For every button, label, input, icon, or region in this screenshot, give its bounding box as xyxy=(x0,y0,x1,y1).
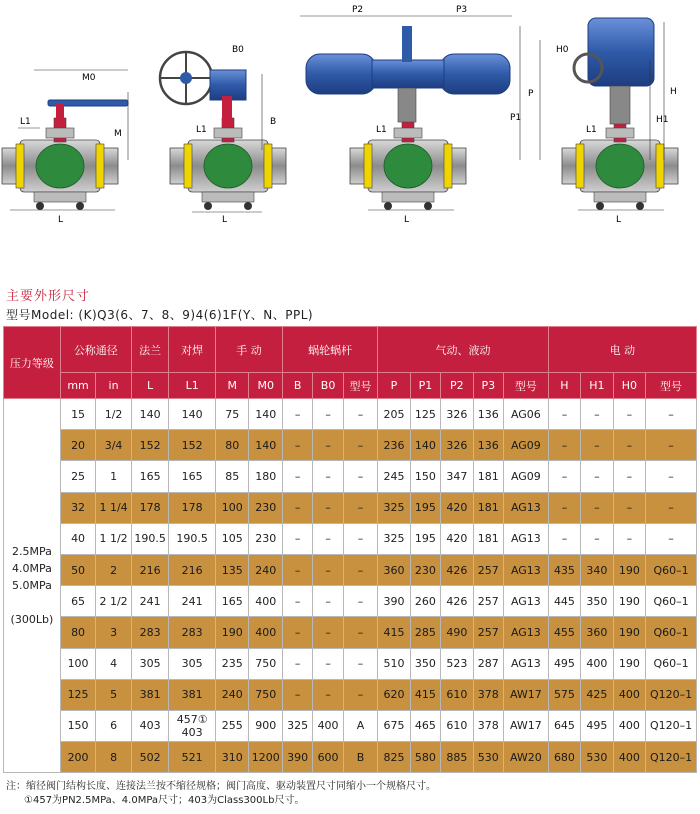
table-row xyxy=(4,710,697,741)
cell-wm: – xyxy=(343,648,377,679)
cell-em: – xyxy=(646,523,697,554)
cell-h: – xyxy=(548,492,580,523)
cell-b0: – xyxy=(313,617,343,648)
table-row xyxy=(4,461,697,492)
cell-h: – xyxy=(548,399,580,430)
cell-h: 645 xyxy=(548,710,580,741)
cell-h0: – xyxy=(613,399,645,430)
cell-p: 510 xyxy=(378,648,410,679)
cell-h: 495 xyxy=(548,648,580,679)
cell-l: 216 xyxy=(131,554,169,585)
cell-h1: 350 xyxy=(581,586,613,617)
th-m: M xyxy=(216,373,249,399)
cell-in: 1 1/2 xyxy=(96,523,132,554)
cell-wm: – xyxy=(343,523,377,554)
worm-gear-valve-drawing xyxy=(160,45,286,225)
cell-h1: – xyxy=(581,523,613,554)
th-m0: M0 xyxy=(249,373,282,399)
cell-l1: 283 xyxy=(169,617,216,648)
cell-l1: 140 xyxy=(169,399,216,430)
cell-p1: 465 xyxy=(410,710,440,741)
cell-mm: 125 xyxy=(60,679,96,710)
cell-h0: 190 xyxy=(613,617,645,648)
cell-p1: 230 xyxy=(410,554,440,585)
cell-m: 135 xyxy=(216,554,249,585)
cell-p2: 326 xyxy=(441,430,473,461)
pressure-line: 4.0MPa xyxy=(11,562,52,576)
cell-wm: B xyxy=(343,742,377,773)
cell-h1: – xyxy=(581,461,613,492)
cell-wm: – xyxy=(343,554,377,585)
cell-b0: 600 xyxy=(313,742,343,773)
cell-mm: 100 xyxy=(60,648,96,679)
cell-p2: 885 xyxy=(441,742,473,773)
cell-m: 80 xyxy=(216,430,249,461)
cell-m0: 750 xyxy=(249,648,282,679)
cell-em: – xyxy=(646,430,697,461)
cell-p: 675 xyxy=(378,710,410,741)
cell-em: Q120–1 xyxy=(646,679,697,710)
cell-h: 680 xyxy=(548,742,580,773)
cell-p1: 580 xyxy=(410,742,440,773)
th-h0: H0 xyxy=(613,373,645,399)
cell-l1: 190.5 xyxy=(169,523,216,554)
cell-l1: 381 xyxy=(169,679,216,710)
table-row xyxy=(4,399,697,430)
cell-p3: 378 xyxy=(473,679,503,710)
cell-m0: 240 xyxy=(249,554,282,585)
cell-pm: AG06 xyxy=(504,399,549,430)
cell-b0: – xyxy=(313,554,343,585)
th-l: L xyxy=(131,373,169,399)
cell-h0: 400 xyxy=(613,742,645,773)
cell-l1: 152 xyxy=(169,430,216,461)
table-row xyxy=(4,554,697,585)
cell-wm: – xyxy=(343,399,377,430)
cell-p3: 181 xyxy=(473,461,503,492)
cell-in: 3 xyxy=(96,617,132,648)
cell-m0: 230 xyxy=(249,492,282,523)
cell-em: Q120–1 xyxy=(646,742,697,773)
cell-h0: 400 xyxy=(613,710,645,741)
cell-b: 325 xyxy=(282,710,312,741)
cell-h1: 495 xyxy=(581,710,613,741)
cell-pm: AG13 xyxy=(504,617,549,648)
manual-valve-drawing xyxy=(2,70,128,225)
cell-b: – xyxy=(282,461,312,492)
cell-h0: 190 xyxy=(613,586,645,617)
cell-wm: – xyxy=(343,586,377,617)
label-l1-4: L1 xyxy=(586,125,597,135)
cell-m0: 750 xyxy=(249,679,282,710)
cell-wm: A xyxy=(343,710,377,741)
cell-in: 8 xyxy=(96,742,132,773)
cell-h0: 400 xyxy=(613,679,645,710)
th-worm: 蜗轮蜗杆 xyxy=(282,327,377,373)
cell-pm: AW20 xyxy=(504,742,549,773)
cell-wm: – xyxy=(343,679,377,710)
cell-p1: 415 xyxy=(410,679,440,710)
table-row xyxy=(4,679,697,710)
cell-p2: 426 xyxy=(441,554,473,585)
cell-in: 1 1/4 xyxy=(96,492,132,523)
note-1: 注：缩径阀门结构长度、连接法兰按不缩径规格；阀门高度、驱动装置尺寸同缩小一个规格尺寸。 xyxy=(6,781,436,792)
cell-in: 6 xyxy=(96,710,132,741)
cell-m: 165 xyxy=(216,586,249,617)
cell-p1: 260 xyxy=(410,586,440,617)
table-body xyxy=(4,399,697,773)
cell-pm: AG13 xyxy=(504,554,549,585)
label-h1: H1 xyxy=(656,115,669,125)
cell-b: – xyxy=(282,523,312,554)
cell-l: 140 xyxy=(131,399,169,430)
pressure-line: (300Lb) xyxy=(10,613,54,627)
cell-l: 190.5 xyxy=(131,523,169,554)
th-pneumatic-model: 型号 xyxy=(504,373,549,399)
cell-b0: – xyxy=(313,679,343,710)
label-p1: P1 xyxy=(510,113,522,123)
cell-l1: 521 xyxy=(169,742,216,773)
cell-p3: 257 xyxy=(473,554,503,585)
cell-em: Q60–1 xyxy=(646,648,697,679)
label-b: B xyxy=(270,117,277,127)
label-b0: B0 xyxy=(232,45,244,55)
th-p2: P2 xyxy=(441,373,473,399)
label-l-4: L xyxy=(616,215,622,225)
cell-p3: 136 xyxy=(473,430,503,461)
cell-p: 390 xyxy=(378,586,410,617)
pressure-line xyxy=(4,594,60,611)
cell-in: 2 xyxy=(96,554,132,585)
th-flange: 法兰 xyxy=(131,327,169,373)
cell-em: Q120–1 xyxy=(646,710,697,741)
valve-diagrams xyxy=(0,0,700,232)
cell-p2: 426 xyxy=(441,586,473,617)
cell-p: 360 xyxy=(378,554,410,585)
cell-b: 390 xyxy=(282,742,312,773)
th-pressure: 压力等级 xyxy=(4,327,61,399)
label-l: L xyxy=(58,215,64,225)
cell-p1: 195 xyxy=(410,523,440,554)
th-l1: L1 xyxy=(169,373,216,399)
cell-l: 305 xyxy=(131,648,169,679)
cell-p2: 420 xyxy=(441,492,473,523)
cell-b0: 400 xyxy=(313,710,343,741)
cell-in: 4 xyxy=(96,648,132,679)
cell-b: – xyxy=(282,679,312,710)
cell-m: 75 xyxy=(216,399,249,430)
cell-p1: 350 xyxy=(410,648,440,679)
cell-mm: 150 xyxy=(60,710,96,741)
cell-in: 3/4 xyxy=(96,430,132,461)
cell-b: – xyxy=(282,586,312,617)
cell-wm: – xyxy=(343,492,377,523)
cell-p3: 287 xyxy=(473,648,503,679)
cell-h0: 190 xyxy=(613,554,645,585)
cell-h1: 425 xyxy=(581,679,613,710)
cell-p3: 181 xyxy=(473,523,503,554)
cell-p: 205 xyxy=(378,399,410,430)
label-m0: M0 xyxy=(82,73,96,83)
cell-p2: 347 xyxy=(441,461,473,492)
cell-m0: 180 xyxy=(249,461,282,492)
cell-p1: 195 xyxy=(410,492,440,523)
cell-pm: AG13 xyxy=(504,586,549,617)
cell-l: 283 xyxy=(131,617,169,648)
cell-h: – xyxy=(548,523,580,554)
cell-in: 1/2 xyxy=(96,399,132,430)
cell-m0: 140 xyxy=(249,399,282,430)
th-weld: 对焊 xyxy=(169,327,216,373)
cell-pm: AG09 xyxy=(504,461,549,492)
cell-wm: – xyxy=(343,617,377,648)
th-manual: 手 动 xyxy=(216,327,283,373)
cell-p2: 610 xyxy=(441,710,473,741)
cell-b: – xyxy=(282,399,312,430)
cell-wm: – xyxy=(343,461,377,492)
th-in: in xyxy=(96,373,132,399)
pressure-line: 5.0MPa xyxy=(11,579,52,593)
cell-mm: 15 xyxy=(60,399,96,430)
label-m: M xyxy=(114,129,122,139)
cell-m0: 1200 xyxy=(249,742,282,773)
cell-em: Q60–1 xyxy=(646,586,697,617)
cell-p: 325 xyxy=(378,523,410,554)
cell-m0: 400 xyxy=(249,617,282,648)
cell-p2: 523 xyxy=(441,648,473,679)
cell-em: Q60–1 xyxy=(646,617,697,648)
cell-p: 415 xyxy=(378,617,410,648)
cell-mm: 80 xyxy=(60,617,96,648)
cell-h: – xyxy=(548,430,580,461)
cell-l1: 165 xyxy=(169,461,216,492)
cell-m0: 230 xyxy=(249,523,282,554)
cell-pm: AG09 xyxy=(504,430,549,461)
cell-p3: 378 xyxy=(473,710,503,741)
cell-h0: – xyxy=(613,492,645,523)
cell-p3: 257 xyxy=(473,617,503,648)
cell-h: 435 xyxy=(548,554,580,585)
cell-em: – xyxy=(646,492,697,523)
cell-h1: 530 xyxy=(581,742,613,773)
cell-h1: – xyxy=(581,492,613,523)
th-electric: 电 动 xyxy=(548,327,696,373)
cell-l: 502 xyxy=(131,742,169,773)
electric-valve-drawing xyxy=(556,18,678,225)
cell-em: – xyxy=(646,461,697,492)
cell-p1: 150 xyxy=(410,461,440,492)
label-p: P xyxy=(528,89,534,99)
cell-b0: – xyxy=(313,586,343,617)
label-h: H xyxy=(670,87,677,97)
cell-p1: 125 xyxy=(410,399,440,430)
cell-b: – xyxy=(282,648,312,679)
cell-pm: AG13 xyxy=(504,648,549,679)
cell-pm: AG13 xyxy=(504,492,549,523)
cell-h0: – xyxy=(613,430,645,461)
cell-p1: 285 xyxy=(410,617,440,648)
label-p2: P2 xyxy=(352,5,364,15)
label-l1-2: L1 xyxy=(196,125,207,135)
cell-mm: 65 xyxy=(60,586,96,617)
label-l-3: L xyxy=(404,215,410,225)
cell-b: – xyxy=(282,430,312,461)
cell-l: 381 xyxy=(131,679,169,710)
th-worm-model: 型号 xyxy=(343,373,377,399)
th-pneumatic: 气动、液动 xyxy=(378,327,548,373)
cell-l1: 305 xyxy=(169,648,216,679)
label-l1-3: L1 xyxy=(376,125,387,135)
cell-l: 241 xyxy=(131,586,169,617)
pressure-line: 2.5MPa xyxy=(11,545,52,559)
table-row xyxy=(4,430,697,461)
cell-h1: – xyxy=(581,430,613,461)
cell-mm: 200 xyxy=(60,742,96,773)
cell-p: 236 xyxy=(378,430,410,461)
cell-b0: – xyxy=(313,399,343,430)
cell-mm: 20 xyxy=(60,430,96,461)
cell-b0: – xyxy=(313,492,343,523)
table-row xyxy=(4,586,697,617)
cell-l1: 241 xyxy=(169,586,216,617)
cell-l: 178 xyxy=(131,492,169,523)
cell-m0: 400 xyxy=(249,586,282,617)
cell-b0: – xyxy=(313,523,343,554)
cell-mm: 50 xyxy=(60,554,96,585)
cell-p: 620 xyxy=(378,679,410,710)
cell-m: 255 xyxy=(216,710,249,741)
cell-m0: 900 xyxy=(249,710,282,741)
cell-wm: – xyxy=(343,430,377,461)
label-l1: L1 xyxy=(20,117,31,127)
label-l-2: L xyxy=(222,215,228,225)
model-line: 型号Model: (K)Q3(6、7、8、9)4(6)1F(Y、N、PPL) xyxy=(6,308,314,322)
cell-in: 5 xyxy=(96,679,132,710)
table-row xyxy=(4,617,697,648)
th-p: P xyxy=(378,373,410,399)
cell-p3: 136 xyxy=(473,399,503,430)
th-h: H xyxy=(548,373,580,399)
cell-b: – xyxy=(282,554,312,585)
th-h1: H1 xyxy=(581,373,613,399)
cell-in: 2 1/2 xyxy=(96,586,132,617)
cell-p3: 257 xyxy=(473,586,503,617)
cell-p2: 420 xyxy=(441,523,473,554)
cell-p2: 326 xyxy=(441,399,473,430)
label-p3: P3 xyxy=(456,5,468,15)
cell-l: 152 xyxy=(131,430,169,461)
cell-pm: AW17 xyxy=(504,679,549,710)
cell-h1: 400 xyxy=(581,648,613,679)
cell-b0: – xyxy=(313,648,343,679)
cell-p1: 140 xyxy=(410,430,440,461)
table-row xyxy=(4,523,697,554)
th-b: B xyxy=(282,373,312,399)
cell-h: – xyxy=(548,461,580,492)
cell-h: 575 xyxy=(548,679,580,710)
cell-em: – xyxy=(646,399,697,430)
cell-p2: 610 xyxy=(441,679,473,710)
cell-m: 240 xyxy=(216,679,249,710)
cell-mm: 32 xyxy=(60,492,96,523)
notes xyxy=(6,780,436,808)
cell-in: 1 xyxy=(96,461,132,492)
cell-em: Q60–1 xyxy=(646,554,697,585)
th-p1: P1 xyxy=(410,373,440,399)
cell-h1: – xyxy=(581,399,613,430)
cell-pm: AG13 xyxy=(504,523,549,554)
cell-h0: – xyxy=(613,461,645,492)
cell-b0: – xyxy=(313,461,343,492)
cell-h: 455 xyxy=(548,617,580,648)
cell-b0: – xyxy=(313,430,343,461)
th-mm: mm xyxy=(60,373,96,399)
pressure-class-cell xyxy=(4,399,61,773)
cell-b: – xyxy=(282,617,312,648)
cell-h1: 360 xyxy=(581,617,613,648)
th-electric-model: 型号 xyxy=(646,373,697,399)
cell-m: 310 xyxy=(216,742,249,773)
cell-h: 445 xyxy=(548,586,580,617)
cell-m: 190 xyxy=(216,617,249,648)
cell-mm: 40 xyxy=(60,523,96,554)
cell-l1: 178 xyxy=(169,492,216,523)
dimension-table xyxy=(3,326,697,773)
table-row xyxy=(4,742,697,773)
cell-m: 235 xyxy=(216,648,249,679)
cell-l: 403 xyxy=(131,710,169,741)
section-heading: 主要外形尺寸 xyxy=(6,289,91,304)
cell-mm: 25 xyxy=(60,461,96,492)
cell-m0: 140 xyxy=(249,430,282,461)
cell-h1: 340 xyxy=(581,554,613,585)
th-b0: B0 xyxy=(313,373,343,399)
cell-m: 105 xyxy=(216,523,249,554)
table-row xyxy=(4,648,697,679)
table-row xyxy=(4,492,697,523)
cell-l1: 457① 403 xyxy=(169,710,216,741)
cell-pm: AW17 xyxy=(504,710,549,741)
cell-m: 85 xyxy=(216,461,249,492)
th-nominal: 公称通径 xyxy=(60,327,131,373)
cell-p: 245 xyxy=(378,461,410,492)
cell-b: – xyxy=(282,492,312,523)
th-p3: P3 xyxy=(473,373,503,399)
cell-l: 165 xyxy=(131,461,169,492)
cell-h0: 190 xyxy=(613,648,645,679)
cell-p2: 490 xyxy=(441,617,473,648)
cell-p3: 530 xyxy=(473,742,503,773)
note-2: ①457为PN2.5MPa、4.0MPa尺寸；403为Class300Lb尺寸。 xyxy=(24,795,305,806)
label-h0: H0 xyxy=(556,45,569,55)
cell-p: 825 xyxy=(378,742,410,773)
dimension-table-wrapper xyxy=(3,326,697,773)
pneumatic-valve-drawing xyxy=(300,5,540,225)
cell-h0: – xyxy=(613,523,645,554)
cell-p3: 181 xyxy=(473,492,503,523)
cell-m: 100 xyxy=(216,492,249,523)
cell-l1: 216 xyxy=(169,554,216,585)
cell-p: 325 xyxy=(378,492,410,523)
